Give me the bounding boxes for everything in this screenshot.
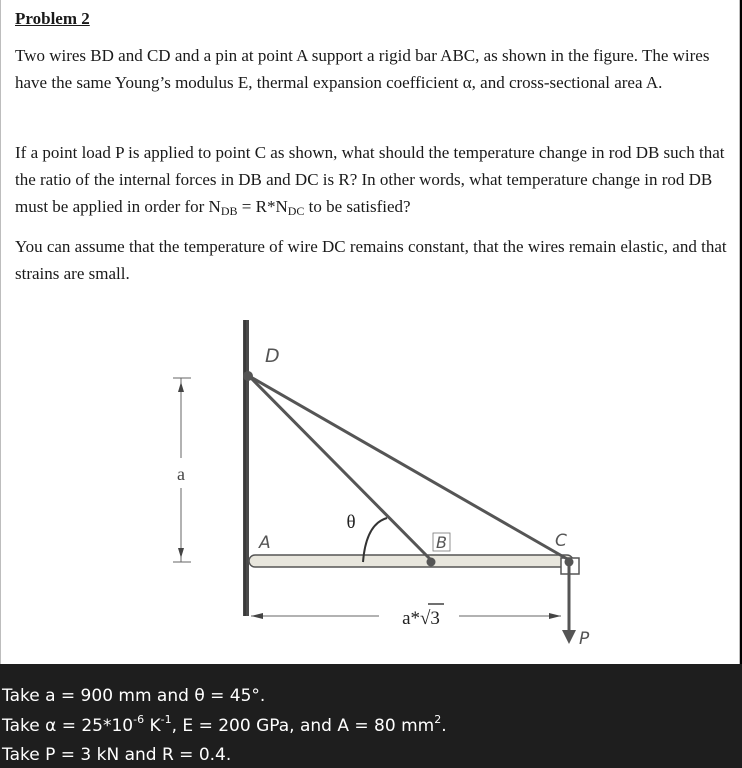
label-a-point: A	[259, 533, 271, 553]
arrow-left-icon	[251, 613, 263, 619]
given-values	[0, 664, 742, 768]
wire-db	[249, 376, 431, 560]
paragraph-assumptions: You can assume that the temperature of wire DC remains constant, that the wires remain elastic, and that strains are small.	[15, 237, 727, 283]
pin-b	[427, 558, 436, 567]
problem-title: Problem 2	[15, 9, 90, 28]
given-line-2	[2, 715, 447, 737]
given-line-3: Take P = 3 kN and R = 0.4.	[2, 745, 232, 765]
label-theta: θ	[346, 512, 356, 533]
paragraph-question	[15, 139, 731, 225]
wire-dc	[249, 376, 569, 560]
structure-figure	[151, 318, 611, 664]
exponent-alpha: -6	[133, 713, 145, 726]
question-text-mid: = R*N	[237, 197, 288, 216]
label-c: C	[555, 531, 567, 551]
subscript-dc: DC	[287, 204, 305, 218]
given-line-1: Take a = 900 mm and θ = 45°.	[2, 686, 266, 706]
arrow-right-icon	[549, 613, 561, 619]
label-b: B	[436, 533, 447, 552]
label-span: a*√3	[402, 608, 440, 629]
arrow-down-icon	[178, 548, 184, 558]
exponent-k: -1	[160, 713, 172, 726]
paragraph-setup: Two wires BD and CD and a pin at point A support a rigid bar ABC, as shown in the figure. The wires have the same Young’s modulus E, thermal expansion coefficient α, and cross-sectional area A.	[15, 46, 710, 92]
label-p: P	[579, 629, 590, 649]
label-a: a	[177, 464, 185, 484]
given-period: .	[441, 716, 447, 736]
question-text-end: to be satisfied?	[304, 197, 411, 216]
arrow-up-icon	[178, 382, 184, 392]
structure-diagram	[151, 318, 611, 664]
given-unit-k: K	[144, 716, 161, 736]
question-text-start: If a point load P is applied to point C as shown, what should the temperature change in rod DB such that the ratio of the internal forces in DB and DC is R? In other words, what temperature change in rod DB must be applied in order for N	[15, 143, 725, 216]
subscript-db: DB	[220, 204, 238, 218]
load-arrow-icon	[562, 630, 576, 644]
given-e-and-area: , E = 200 GPa, and A = 80 mm	[171, 716, 435, 736]
label-d: D	[265, 345, 280, 367]
pin-d	[243, 371, 253, 381]
rigid-bar-abc	[249, 555, 573, 567]
pin-c	[565, 558, 574, 567]
exponent-area: 2	[434, 713, 442, 726]
wall	[243, 320, 249, 616]
given-alpha: Take α = 25*10	[2, 716, 134, 736]
